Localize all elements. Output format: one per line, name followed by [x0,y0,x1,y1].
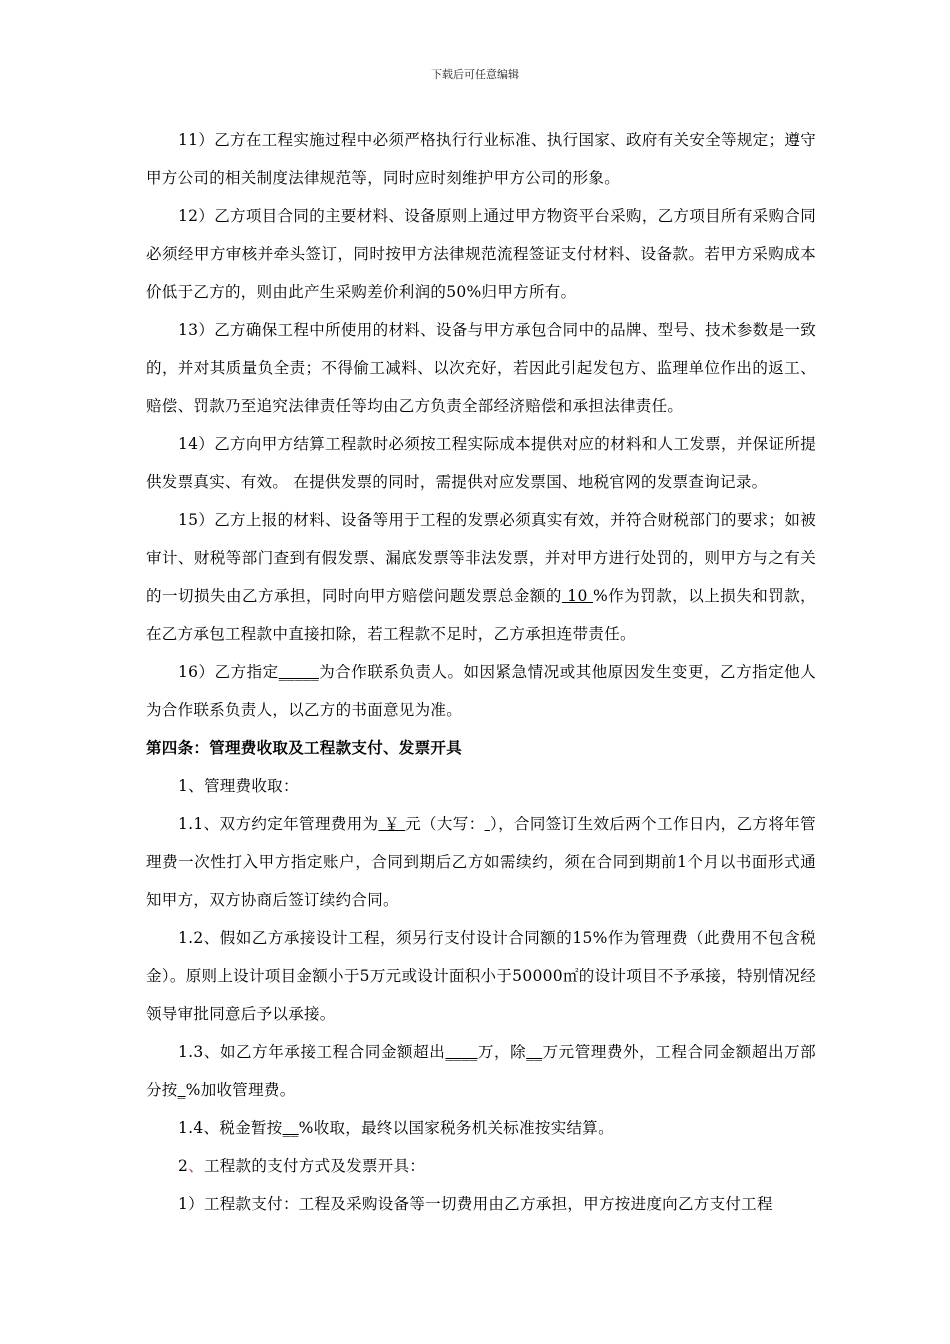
clause-11: 11）乙方在工程实施过程中必须严格执行行业标准、执行国家、政府有关安全等规定；遵守甲方公司的相关制度法律规范等，同时应时刻维护甲方公司的形象。 [146,131,816,187]
section-2-1: 1）工程款支付：工程及采购设备等一切费用由乙方承担，甲方按进度向乙方支付工程 [178,1195,773,1213]
penalty-percent-blank: 10 [561,587,594,605]
section-2-text: 工程款的支付方式及发票开具： [203,1157,426,1175]
clause-14: 14）乙方向甲方结算工程款时必须按工程实际成本提供对应的材料和人工发票，并保证所提供发票真实、有效。 在提供发票的同时，需提供对应发票国、地税官网的发票查询记录。 [146,435,816,491]
tax-percent-blank: __ [282,1119,299,1137]
clause-16-text-a: 16）乙方指定 [178,663,279,681]
section-1-3-text-a: 1.3、如乙方年承接工程合同金额超出 [178,1043,446,1061]
clause-16 [146,653,816,729]
clause-12: 12）乙方项目合同的主要材料、设备原则上通过甲方物资平台采购，乙方项目所有采购合同必须经甲方审核并牵头签订，同时按甲方法律规范流程签证支付材料、设备款。若甲方采购成本价低于乙方的，则由此产生采购差价利润的50%归甲方所有。 [146,207,816,301]
clause-16-text-b: 为合作联系负责人。如因紧急情况或其他原因发生变更，乙方指定他人为合作联系负责人，以乙方的书面意见为准。 [146,663,816,719]
clause-15-text-b: %作为罚款，以上损失和罚款，在乙方承包工程款中直接扣除，若工程款不足时，乙方承担连带责任。 [146,587,816,643]
section-1-1 [146,805,816,919]
section-2-number: 2 [178,1157,189,1175]
section-2-title [146,1147,816,1185]
article-4-heading: 第四条：管理费收取及工程款支付、发票开具 [146,738,463,757]
clause-13: 13）乙方确保工程中所使用的材料、设备与甲方承包合同中的品牌、型号、技术参数是一致的，并对其质量负全责；不得偷工减料、以次充好，若因此引起发包方、监理单位作出的返工、赔偿、罚款乃至追究法律责任等均由乙方负责全部经济赔偿和承担法律责任。 [146,321,816,415]
document-body [146,121,816,1223]
section-1-2: 1.2、假如乙方承接设计工程，须另行支付设计合同额的15%作为管理费（此费用不包含税金）。原则上设计项目金额小于5万元或设计面积小于50000㎡的设计项目不予承接，特别情况经领导审批同意后予以承接。 [146,929,816,1023]
section-1-title: 1、管理费收取： [178,777,299,795]
section-1-3-text-c: 万元管理费外，工程合同金额超出万部分按 [146,1043,816,1099]
section-1-4-text-b: %收取，最终以国家税务机关标准按实结算。 [298,1119,614,1137]
fee-amount-blank: __ [526,1043,543,1061]
section-2-separator: 、 [188,1157,204,1175]
section-1-3-text-d: %加收管理费。 [185,1081,296,1099]
section-1-1-text-b: 元（大写： [405,815,485,833]
surcharge-percent-blank: _ [177,1081,186,1099]
section-1-1-text-c: ），合同签订生效后两个工作日内，乙方将年管理费一次性打入甲方指定账户，合同到期后乙方如需续约，须在合同到期前1个月以书面形式通知甲方，双方协商后签订续约合同。 [146,815,816,909]
section-1-1-text-a: 1.1、双方约定年管理费用为 [178,815,379,833]
section-1-3 [146,1033,816,1109]
contract-amount-blank: ____ [445,1043,478,1061]
section-1-3-text-b: 万，除 [477,1043,527,1061]
contact-person-blank: _____ [278,663,319,681]
clause-15-text-a: 15）乙方上报的材料、设备等用于工程的发票必须真实有效，并符合财税部门的要求；如被审计、财税等部门查到有假发票、漏底发票等非法发票，并对甲方进行处罚的，则甲方与之有关的一切损失由乙方承担，同时向甲方赔偿问题发票总金额的 [146,511,816,605]
annual-fee-amount-blank: ￥ [378,815,406,833]
page-header: 下载后可任意编辑 [431,68,519,81]
section-1-4 [146,1109,816,1147]
clause-15 [146,501,816,653]
section-1-4-text-a: 1.4、税金暂按 [178,1119,283,1137]
